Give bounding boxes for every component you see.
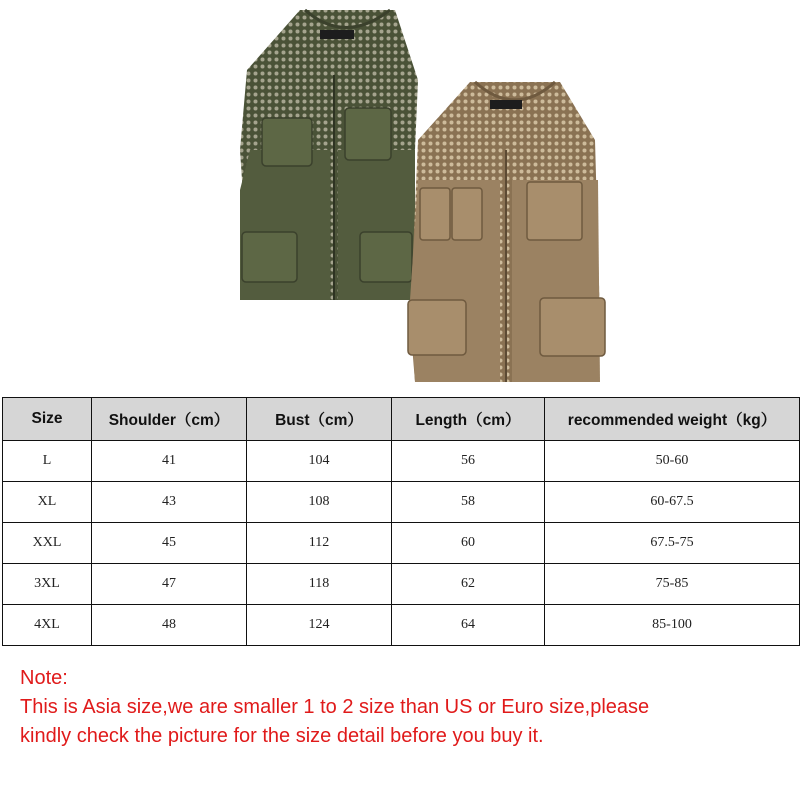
table-row [3, 482, 800, 523]
khaki-vest [408, 82, 605, 382]
header-shoulder: Shoulder（cm） [92, 398, 247, 441]
header-length: Length（cm） [392, 398, 545, 441]
size-chart-table [2, 397, 800, 646]
cell-weight: 60-67.5 [545, 482, 800, 523]
note-title: Note: [20, 667, 68, 689]
cell-weight: 85-100 [545, 605, 800, 646]
cell-bust: 124 [247, 605, 392, 646]
cell-bust: 104 [247, 441, 392, 482]
cell-size: 4XL [3, 605, 92, 646]
table-row [3, 441, 800, 482]
cell-shoulder: 47 [92, 564, 247, 605]
cell-length: 58 [392, 482, 545, 523]
green-vest [240, 10, 418, 300]
size-chart-header-row [3, 398, 800, 441]
cell-size: XXL [3, 523, 92, 564]
cell-length: 62 [392, 564, 545, 605]
header-recommended-weight: recommended weight（kg） [545, 398, 800, 441]
product-photo [0, 0, 800, 395]
cell-size: XL [3, 482, 92, 523]
cell-weight: 67.5-75 [545, 523, 800, 564]
cell-size: L [3, 441, 92, 482]
cell-bust: 118 [247, 564, 392, 605]
table-row [3, 605, 800, 646]
size-note [20, 664, 790, 751]
cell-length: 64 [392, 605, 545, 646]
header-size: Size [3, 398, 92, 441]
cell-shoulder: 43 [92, 482, 247, 523]
table-row [3, 564, 800, 605]
cell-shoulder: 45 [92, 523, 247, 564]
cell-size: 3XL [3, 564, 92, 605]
cell-shoulder: 48 [92, 605, 247, 646]
header-bust: Bust（cm） [247, 398, 392, 441]
cell-bust: 112 [247, 523, 392, 564]
cell-weight: 50-60 [545, 441, 800, 482]
cell-shoulder: 41 [92, 441, 247, 482]
note-line-2: kindly check the picture for the size detail before you buy it. [20, 725, 544, 747]
cell-bust: 108 [247, 482, 392, 523]
cell-weight: 75-85 [545, 564, 800, 605]
note-line-1: This is Asia size,we are smaller 1 to 2 size than US or Euro size,please [20, 696, 650, 718]
cell-length: 56 [392, 441, 545, 482]
table-row [3, 523, 800, 564]
cell-length: 60 [392, 523, 545, 564]
